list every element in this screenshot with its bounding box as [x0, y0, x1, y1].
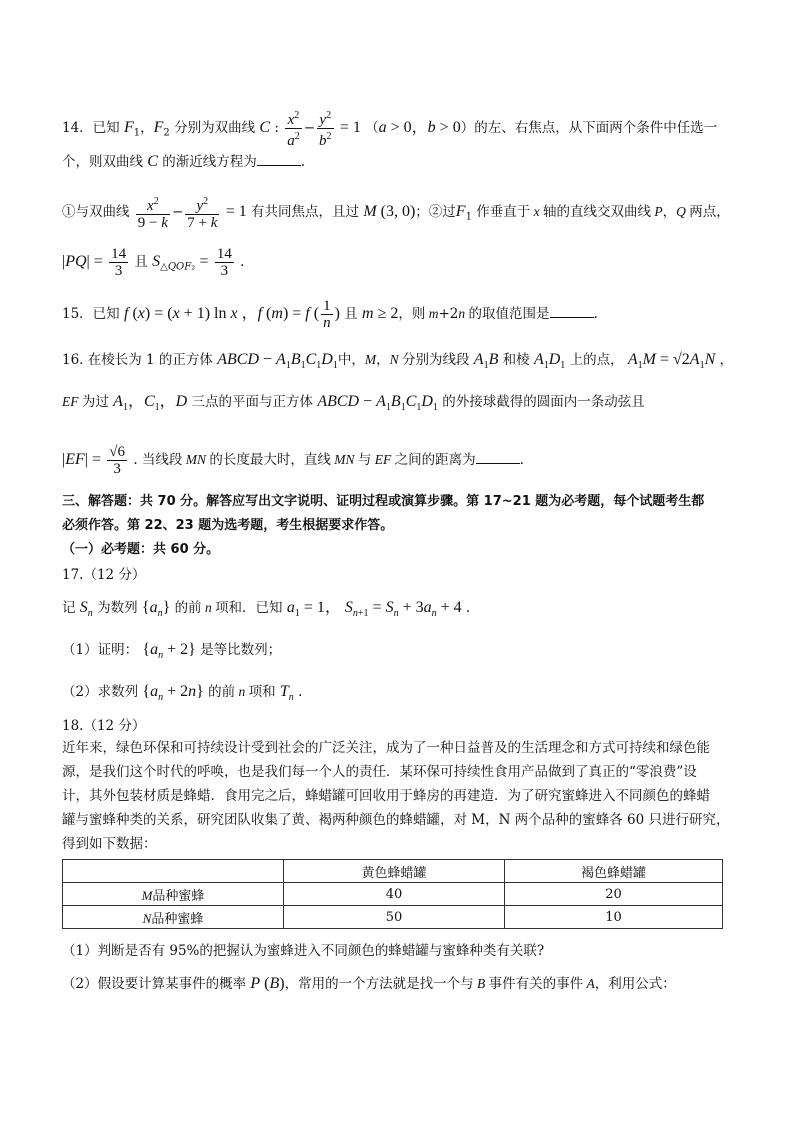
q16-text: 与: [357, 452, 372, 468]
q17-text: 项和: [248, 684, 276, 700]
row-variable: M: [141, 887, 153, 903]
q18-text: ，常用的一个方法就是找一个与: [284, 976, 474, 992]
fraction: $\frac{x^2}{9 - k}$: [137, 196, 168, 231]
section3-line2: 必须作答。第 22、23 题为选考题，考生根据要求作答。: [62, 518, 394, 533]
fraction: $\frac{√6}{3}$: [109, 444, 126, 477]
table-header-row: [63, 860, 723, 883]
table-header-cell: 黄色蜂蜡罐: [284, 860, 505, 883]
q14-text: ）的左、右焦点，从下面两个条件中任选一: [460, 120, 718, 136]
q14-line2: 个，则双曲线 C 的渐近线方程为 .: [62, 153, 306, 170]
data-table: [62, 859, 723, 929]
q18-text: 事件有关的事件: [488, 976, 584, 992]
q16-line1: 16. 在棱长为 1 的正方体 ABCD − $A_1B_1C_1D_1$中，M，N 分别为线段 $A_1B$ 和棱 $A_1D_1$ 上的点， $A_1M = √2A_1N$ ，: [62, 351, 734, 372]
q16-text: 分别为线段: [401, 352, 470, 368]
q16-text: 16. 在棱长为 1 的正方体: [62, 352, 213, 368]
table-cell: 40: [284, 883, 505, 906]
table-cell: 10: [505, 906, 723, 929]
q15-text: 且: [344, 306, 358, 322]
fraction: $\frac{x^2}{a^2}$: [287, 110, 300, 149]
q17-part2: （2）求数列 $\{a_n + 2n\}$ 的前 n 项和 $T_n$ .: [62, 683, 303, 704]
q18-para-line: 得到如下数据：: [62, 836, 157, 852]
table-header-cell: [63, 860, 284, 883]
q14-text: 的渐近线方程为: [162, 154, 257, 170]
fraction: $\frac{1}{n}$: [323, 298, 331, 331]
fraction: $\frac{y^2}{b^2}$: [319, 110, 332, 149]
fraction: $\frac{14}{3}$: [111, 246, 127, 279]
q17-stem: 记 $S_n$ 为数列 $\{a_n\}$ 的前 n 项和．已知 $a_1 = 1$， $S_{n+1} = S_n + 3a_n + 4$ .: [62, 599, 471, 620]
table-row: [63, 883, 723, 906]
answer-blank: [550, 305, 594, 318]
q18-text: ，利用公式：: [594, 976, 676, 992]
q17-text: 的前: [174, 600, 202, 616]
q14-line4: |PQ| = $\frac{14}{3}$ 且 $S_{\triangle QOF_2}$ = $\frac{14}{3}$ .: [62, 246, 245, 279]
q14-text: 有共同焦点，且过: [251, 204, 360, 220]
q18-para-line: 计，其外包装材质是蜂蜡．食用完之后，蜂蜡罐可回收用于蜂房的再建造．为了研究蜜蜂进入不同颜色的蜂蜡: [62, 788, 710, 804]
section3-subheading: （一）必考题：共 60 分。: [62, 542, 220, 557]
q17-text: 为数列: [97, 600, 138, 616]
q16-text: 的长度最大时，直线: [209, 452, 331, 468]
q15-text: 的取值范围是: [468, 306, 550, 322]
q17-text: 是等比数列；: [200, 642, 282, 658]
q16-line2: EF 为过 $A_1$，$C_1$，D 三点的平面与正方体 ABCD − $A_1B_1C_1D_1$ 的外接球截得的圆面内一条动弦且: [62, 393, 645, 414]
q15-line: 15．已知 f (x) = (x + 1) ln x ，f (m) = f ( $\frac{1}{n}$ ) 且 m ≥ 2，则 m+2n 的取值范围是 .: [62, 298, 598, 331]
q17-heading: 17.（12 分）: [62, 567, 146, 583]
q14-text: 分别为双曲线: [174, 120, 256, 136]
q14-text: ①与双曲线: [62, 204, 130, 220]
q16-text: 中，: [337, 352, 365, 368]
q14-text: 两点，: [689, 204, 730, 220]
table-cell: 50: [284, 906, 505, 929]
row-label: 品种蜜蜂: [152, 888, 205, 904]
q17-text: （2）求数列: [62, 684, 139, 700]
fraction: $\frac{14}{3}$: [216, 246, 232, 279]
answer-blank: [476, 451, 520, 464]
q14-text: ；②过: [415, 204, 456, 220]
table-header-cell: 褐色蜂蜡罐: [505, 860, 723, 883]
q18-part2: （2）假设要计算某事件的概率 P (B)，常用的一个方法就是找一个与 B 事件有关的事件 A，利用公式：: [62, 975, 676, 992]
q14-line3: ①与双曲线 $\frac{x^2}{9 - k}$ − $\frac{y^2}{7 + k}$ = 1 有共同焦点，且过 M (3, 0)；②过$F_1$ 作垂直于 x 轴的直线交双曲线 P，Q 两点，: [62, 196, 730, 231]
table-row-label: [63, 883, 284, 906]
q18-part1: （1）判断是否有 95%的把握认为蜜蜂进入不同颜色的蜂蜡罐与蜜蜂种类有关联?: [62, 943, 545, 959]
q14-line1: 14．已知 $F_1$，$F_2$ 分别为双曲线 C : $\frac{x^2}{a^2}$ − $\frac{y^2}{b^2}$ = 1 （a > 0，b > 0）的左、右焦点，从下面两个条件中任选一: [62, 110, 718, 149]
q16-text: 之间的距离为: [394, 452, 476, 468]
q17-text: 项和．已知: [215, 600, 283, 616]
q14-text: 轴的直线交双曲线: [543, 204, 651, 220]
q16-text: 和棱: [502, 352, 530, 368]
q16-text: 上的点，: [569, 352, 624, 368]
q16-line3: |EF| = $\frac{√6}{3}$ . 当线段 MN 的长度最大时，直线 MN 与 EF 之间的距离为 .: [62, 444, 524, 477]
q16-text: . 当线段: [133, 452, 183, 468]
table-cell: 20: [505, 883, 723, 906]
q18-para-line: 源，是我们这个时代的呼唤，也是我们每一个人的责任．某环保可持续性食用产品做到了真正的“零浪费”设: [62, 764, 697, 780]
q16-text: 为过: [81, 394, 109, 410]
row-label: 品种蜜蜂: [151, 911, 204, 927]
q16-text: 三点的平面与正方体: [191, 394, 314, 410]
q14-text: 且: [134, 254, 148, 270]
q17-text: 的前: [208, 684, 236, 700]
q14-text: 个，则双曲线: [62, 154, 143, 170]
answer-blank: [257, 153, 301, 166]
q18-para-line: 近年来，绿色环保和可持续设计受到社会的广泛关注，成为了一种日益普及的生活理念和方式可持续和绿色能: [62, 740, 710, 756]
q14-text: （: [365, 120, 379, 136]
row-variable: N: [142, 910, 152, 926]
q17-part1: （1）证明： $\{a_n + 2\}$ 是等比数列；: [62, 641, 282, 662]
table-row-label: [63, 906, 284, 929]
q17-text: 记: [62, 600, 76, 616]
q18-para-line: 罐与蜜蜂种类的关系，研究团队收集了黄、褐两种颜色的蜂蜡罐，对 M，N 两个品种的蜜蜂各 60 只进行研究，: [62, 812, 730, 828]
q16-text: 的外接球截得的圆面内一条动弦且: [442, 394, 645, 410]
fraction: $\frac{y^2}{7 + k}$: [187, 196, 218, 231]
q15-text: 15．已知: [62, 306, 120, 322]
section3-line1: 三、解答题：共 70 分。解答应写出文字说明、证明过程或演算步骤。第 17~21 题为必考题，每个试题考生都: [62, 494, 705, 509]
table-row: [63, 906, 723, 929]
q14-text: 14．已知: [62, 120, 120, 136]
q18-text: （2）假设要计算某事件的概率: [62, 976, 247, 992]
q15-text: ，则: [398, 306, 426, 322]
q18-heading: 18.（12 分）: [62, 718, 146, 734]
q17-text: （1）证明：: [62, 642, 139, 658]
q14-text: 作垂直于: [476, 204, 531, 220]
